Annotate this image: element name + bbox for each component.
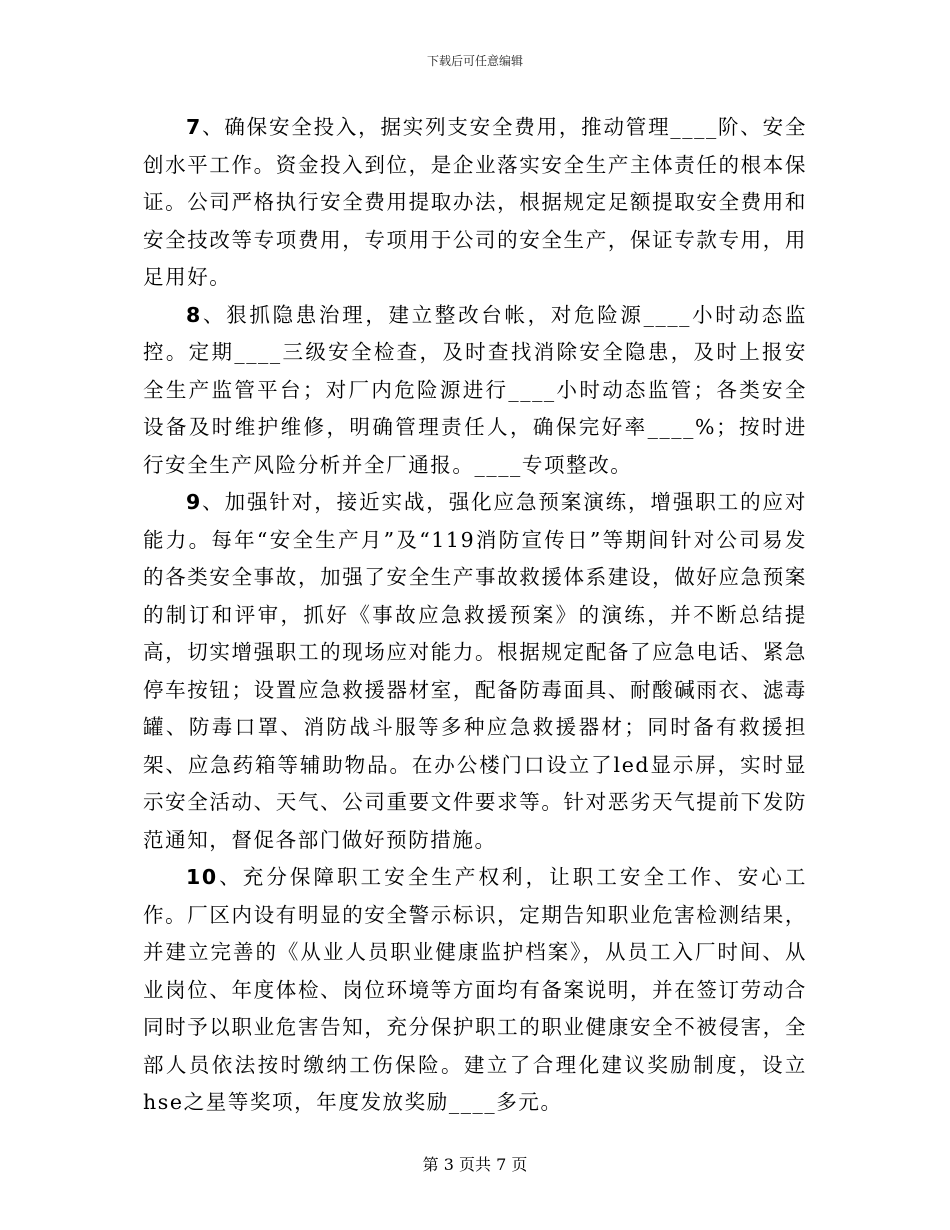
paragraph-8 xyxy=(143,297,807,485)
paragraph-text: 、狠抓隐患治理，建立整改台帐，对危险源____小时动态监控。定期____三级安全检查，及时查找消除安全隐患，及时上报安全生产监管平台；对厂内危险源进行____小时动态监管；各类安全设备及时维护维修，明确管理责任人，确保完好率____%；按时进行安全生产风险分析并全厂通报。____专项整改。 xyxy=(143,302,807,477)
paragraph-number: 9 xyxy=(186,490,202,514)
document-body xyxy=(143,109,807,1122)
page-header: 下载后可任意编辑 xyxy=(426,54,523,68)
paragraph-number: 8 xyxy=(186,302,202,327)
paragraph-9 xyxy=(143,484,807,859)
paragraph-number: 7 xyxy=(186,115,202,139)
paragraph-number: 10 xyxy=(186,865,218,889)
paragraph-10 xyxy=(143,859,807,1122)
paragraph-text: 、加强针对，接近实战，强化应急预案演练，增强职工的应对能力。每年“安全生产月”及“119消防宣传日”等期间针对公司易发的各类安全事故，加强了安全生产事故救援体系建设，做好应急预案的制订和评审，抓好《事故应急救援预案》的演练，并不断总结提高，切实增强职工的现场应对能力。根据规定配备了应急电话、紧急停车按钮；设置应急救援器材室，配备防毒面具、耐酸碱雨衣、滤毒罐、防毒口罩、消防战斗服等多种应急救援器材；同时备有救援担架、应急药箱等辅助物品。在办公楼门口设立了led显示屏，实时显示安全活动、天气、公司重要文件要求等。针对恶劣天气提前下发防范通知，督促各部门做好预防措施。 xyxy=(143,490,807,852)
paragraph-text: 、充分保障职工安全生产权利，让职工安全工作、安心工作。厂区内设有明显的安全警示标识，定期告知职业危害检测结果，并建立完善的《从业人员职业健康监护档案》，从员工入厂时间、从业岗位、年度体检、岗位环境等方面均有备案说明，并在签订劳动合同时予以职业危害告知，充分保护职工的职业健康安全不被侵害，全部人员依法按时缴纳工伤保险。建立了合理化建议奖励制度，设立hse之星等奖项，年度发放奖励____多元。 xyxy=(143,865,807,1114)
paragraph-7 xyxy=(143,109,807,297)
page-footer: 第 3 页共 7 页 xyxy=(422,1155,528,1174)
paragraph-text: 、确保安全投入，据实列支安全费用，推动管理____阶、安全创水平工作。资金投入到位，是企业落实安全生产主体责任的根本保证。公司严格执行安全费用提取办法，根据规定足额提取安全费用和安全技改等专项费用，专项用于公司的安全生产，保证专款专用，用足用好。 xyxy=(143,115,807,289)
